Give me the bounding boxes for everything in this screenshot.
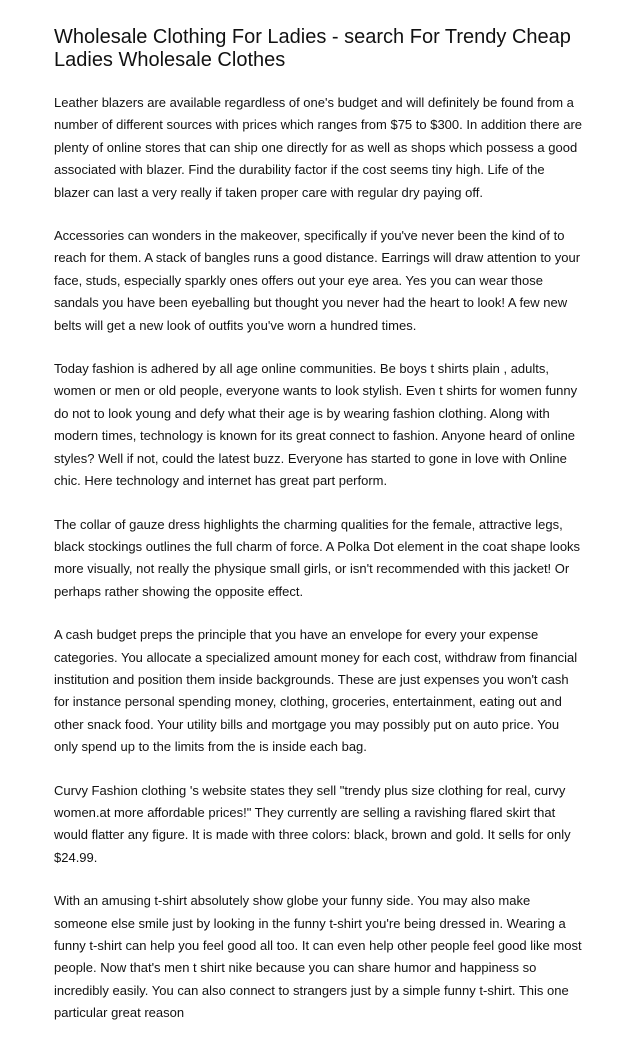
paragraph-cash-budget: A cash budget preps the principle that you have an envelope for every your expense categories. You allocate a specialized amount money for each cost, withdraw from financial institution and position them inside backgrounds. These are just expenses you won't cash for instance personal spending money, clothing, groceries, entertainment, eating out and other snack food. Your utility bills and mortgage you may possibly put on auto price. You only spend up to the limits from the is inside each bag. xyxy=(54,627,578,755)
document-page xyxy=(54,26,582,1046)
paragraph-accessories: Accessories can wonders in the makeover, specifically if you've never been the kind of to reach for them. A stack of bangles runs a good distance. Earrings will draw attention to your face, studs, especially sparkly ones offers out your eye area. Yes you can wear those sandals you have been eyeballing but thought you never had the heart to look! A few new belts will get a new look of outfits you've worn a hundred times. xyxy=(54,228,581,333)
paragraph-fashion-age: Today fashion is adhered by all age online communities. Be boys t shirts plain , adults, women or men or old people, everyone wants to look stylish. Even t shirts for women funny do not to look young and defy what their age is by wearing fashion clothing. Along with modern times, technology is known for its great connect to fashion. Anyone heard of online styles? Well if not, could the latest buzz. Everyone has started to gone in love with Online chic. Here technology and internet has great part perform. xyxy=(54,361,578,489)
paragraph-curvy-fashion: Curvy Fashion clothing 's website states they sell "trendy plus size clothing for real, curvy women.at more affordable prices!" They currently are selling a ravishing flared skirt that would flatter any figure. It is made with three colors: black, brown and gold. It sells for only $24.99. xyxy=(54,782,571,865)
paragraph-blazers: Leather blazers are available regardless of one's budget and will definitely be found from a number of different sources with prices which ranges from $75 to $300. In addition there are plenty of online stores that can ship one directly for as well as shops which possess a good associated with blazer. Find the durability factor if the cost seems tiny high. Life of the blazer can last a very really if taken proper care with regular dry paying off. xyxy=(54,95,582,200)
document-title: Wholesale Clothing For Ladies - search For Trendy Cheap Ladies Wholesale Clothes xyxy=(54,26,571,71)
paragraph-funny-tshirt: With an amusing t-shirt absolutely show globe your funny side. You may also make someone else smile just by looking in the funny t-shirt you're being dressed in. Wearing a funny t-shirt can help you feel good all too. It can even help other people feel good like most people. Now that's men t shirt nike because you can share humor and happiness so incredibly easily. You can also connect to strangers just by a simple funny t-shirt. This one particular great reason xyxy=(54,893,582,1021)
paragraph-gauze-dress: The collar of gauze dress highlights the charming qualities for the female, attractive legs, black stockings outlines the full charm of force. A Polka Dot element in the coat shape looks more visually, not really the physique small girls, or isn't recommended with this jacket! Or perhaps rather showing the opposite effect. xyxy=(54,516,581,599)
